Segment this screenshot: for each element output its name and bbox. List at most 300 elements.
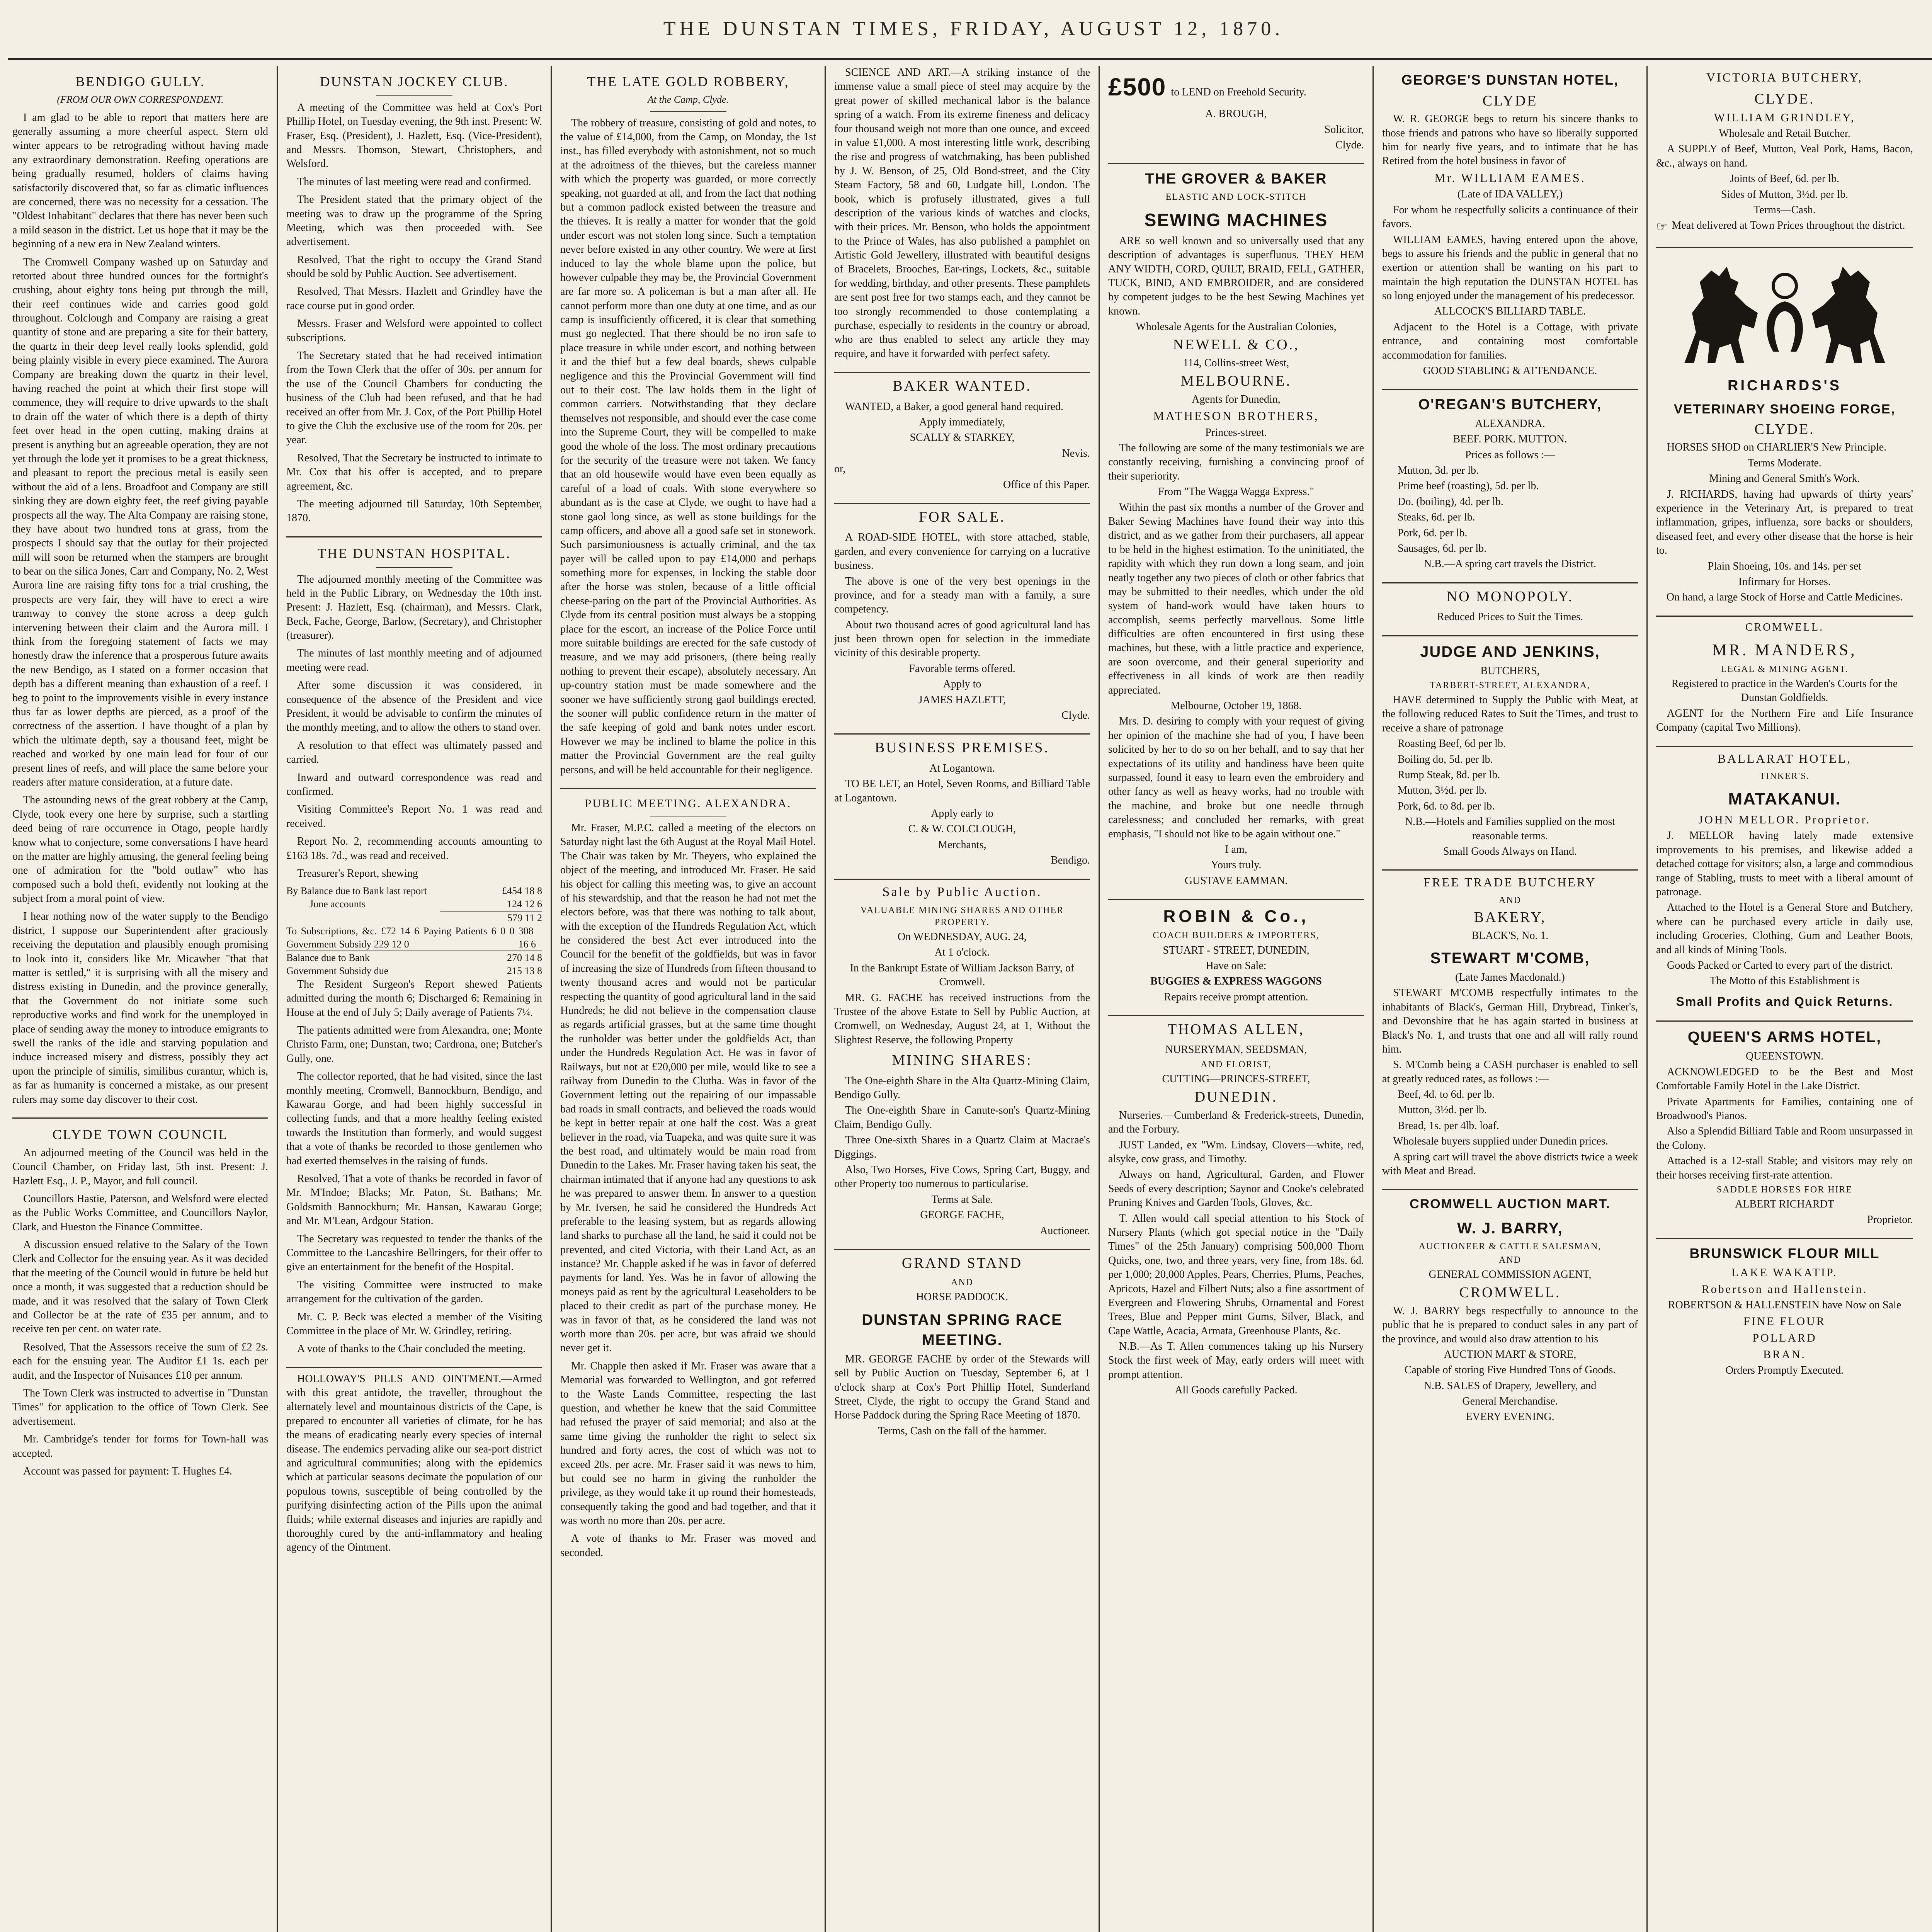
ad-text: Apply immediately, [919, 416, 1005, 428]
ad-text: TINKER'S. [1759, 771, 1810, 782]
section-divider [286, 1367, 542, 1368]
ad-text: or, [834, 463, 846, 475]
ad-text: NEWELL & CO., [1173, 337, 1299, 353]
ad-grand-stand [834, 1254, 1090, 1438]
headline-clyde-town-council: CLYDE TOWN COUNCIL [52, 1126, 228, 1142]
ad-text: JAMES HAZLETT, [918, 694, 1006, 706]
ad-text: For whom he respectfully solicits a continuance of their favors. [1382, 204, 1638, 230]
ad-text: CLYDE. [1754, 90, 1815, 107]
ad-text: SADDLE HORSES FOR HIRE [1716, 1184, 1853, 1195]
ad-title: BAKER WANTED. [893, 378, 1032, 395]
list-item: Pork, 6d. to 8d. per lb. [1398, 800, 1495, 812]
article-paragraph: Report No. 2, recommending accounts amounting to £163 18s. 7d., was read and received. [286, 835, 542, 862]
ad-text: Also a Splendid Billiard Table and Room unsurpassed in the Colony. [1656, 1125, 1913, 1151]
ad-brunswick-flour-mill [1656, 1245, 1913, 1378]
ad-text: Small Goods Always on Hand. [1443, 845, 1577, 857]
ad-text: Nevis. [1062, 447, 1090, 459]
headline-jockey-club: DUNSTAN JOCKEY CLUB. [320, 74, 509, 89]
section-divider [1382, 582, 1638, 583]
ad-text: At Logantown. [929, 762, 995, 774]
ad-text: (Late of IDA VALLEY,) [1457, 188, 1563, 201]
ad-cromwell-auction-mart [1382, 1196, 1638, 1424]
ad-text: ALEXANDRA. [1475, 417, 1545, 430]
ad-text: Proprietor. [1867, 1214, 1913, 1226]
headline-public-meeting: PUBLIC MEETING. ALEXANDRA. [585, 797, 792, 810]
ad-text: Private Apartments for Families, containing one of Broadwood's Pianos. [1656, 1095, 1913, 1122]
ad-text: N.B.—As T. Allen commences taking up his Nursery Stock the first week of May, early orders will meet with prompt attention. [1108, 1340, 1364, 1381]
ad-money-to-lend [1108, 66, 1364, 152]
ad-text: GENERAL COMMISSION AGENT, [1429, 1268, 1592, 1281]
ad-title: FOR SALE. [919, 509, 1005, 525]
ad-text: STUART - STREET, DUNEDIN, [1163, 944, 1310, 956]
article-paragraph: Treasurer's Report, shewing [297, 867, 418, 879]
ad-text: WILLIAM EAMES, having entered upon the above, begs to assure his friends and the public in general that no exertion or attention shall be wanting on his part to maintain the high reputation the DUNSTAN HOTEL has so long enjoyed under the management of his predecessor. [1382, 233, 1638, 302]
section-divider [286, 536, 542, 537]
ad-text: Reduced Prices to Suit the Times. [1437, 611, 1583, 623]
ad-text: TO BE LET, an Hotel, Seven Rooms, and Billiard Table at Logantown. [834, 778, 1090, 804]
ad-text: AND [1499, 895, 1521, 905]
list-item: Steaks, 6d. per lb. [1398, 511, 1475, 524]
byline: (FROM OUR OWN CORRESPONDENT. [57, 94, 224, 105]
section-divider [1656, 1020, 1913, 1022]
ad-oregans-butchery [1382, 395, 1638, 571]
ad-text: Yours truly. [1211, 859, 1262, 871]
list-item: Mutton, 3½d. per lb. [1398, 1104, 1487, 1116]
ad-text: TARBERT-STREET, ALEXANDRA, [1430, 680, 1590, 690]
ad-text: Terms Moderate. [1748, 457, 1821, 469]
section-divider [1656, 746, 1913, 747]
table-row-label: By Balance due to Bank last report [286, 885, 427, 897]
ad-title: GEORGE'S DUNSTAN HOTEL, [1401, 72, 1619, 88]
article-paragraph: Resolved, That Messrs. Hazlett and Grindley have the race course put in good order. [286, 286, 542, 312]
treasurer-table [286, 884, 542, 978]
article-paragraph: Councillors Hastie, Paterson, and Welsford were elected as the Public Works Committee, and Councillors Naylor, Clark, and Hueston the Finance Committee. [12, 1192, 268, 1233]
ad-business-premises [834, 738, 1090, 867]
ad-text: Auctioneer. [1040, 1225, 1090, 1237]
ad-text: Meat delivered at Town Prices throughout the district. [1672, 219, 1905, 232]
ad-subtitle: MINING SHARES: [892, 1052, 1032, 1069]
ad-title: £500 [1108, 73, 1167, 101]
article-paragraph: A meeting of the Committee was held at Cox's Port Phillip Hotel, on Tuesday evening, the 9th inst. Present: W. Fraser, Esq. (President), J. Hazlett, Esq. (Vice-President), and Messrs. Thomson, Stewart, Christophers, and Welsford. [286, 101, 542, 170]
ad-text: Robertson and Hallenstein. [1701, 1282, 1868, 1296]
table-row-label: Balance due to Bank [286, 952, 370, 964]
ad-text: Mining and General Smith's Work. [1709, 473, 1860, 485]
article-paragraph: The President stated that the primary object of the meeting was to draw up the programme of the Spring Meeting, which was then proceeded with. See advertisement. [286, 194, 542, 248]
ad-text: Infirmary for Horses. [1738, 576, 1831, 588]
ad-text: GOOD STABLING & ATTENDANCE. [1423, 365, 1597, 377]
section-divider [834, 503, 1090, 504]
ad-text: Wholesale buyers supplied under Dunedin prices. [1393, 1135, 1608, 1148]
ad-title: BUSINESS PREMISES. [874, 740, 1050, 756]
ad-text: QUEENSTOWN. [1746, 1050, 1823, 1063]
ad-text: Apply early to [931, 807, 993, 820]
section-divider [12, 1117, 268, 1119]
ad-text: BUTCHERS, [1480, 665, 1540, 677]
list-item: The One-eighth Share in Canute-son's Quartz-Mining Claim, Bendigo Gully. [834, 1104, 1090, 1131]
ad-title: THE GROVER & BAKER [1145, 171, 1327, 187]
ad-text: FINE FLOUR [1743, 1315, 1826, 1328]
ad-text: About two thousand acres of good agricultural land has just been thrown open for selection in the immediate vicinity of this desirable property. [834, 619, 1090, 659]
ad-text: Clyde. [1061, 709, 1090, 722]
ad-text: CLYDE [1482, 92, 1538, 109]
column-4 [826, 66, 1100, 1932]
ad-text: AND FLORIST, [1201, 1059, 1272, 1070]
ad-text: General Merchandise. [1462, 1395, 1558, 1408]
ad-title: BRUNSWICK FLOUR MILL [1689, 1245, 1880, 1261]
ad-georges-hotel [1382, 71, 1638, 378]
ad-headline: W. J. BARRY, [1457, 1219, 1563, 1237]
ad-text: All Goods carefully Packed. [1175, 1384, 1298, 1396]
horses-crest-icon [1656, 255, 1913, 371]
ad-text: HAVE determined to Supply the Public with Meat, at the following reduced Rates to Suit the Times, and trust to receive a share of patronage [1382, 694, 1638, 734]
table-row-value: 308 16 6 [518, 925, 536, 950]
ad-text: Office of this Paper. [1003, 478, 1090, 491]
section-divider [1656, 1238, 1913, 1239]
short-divider [376, 567, 453, 568]
ad-text: J. MELLOR having lately made extensive improvements to his premises, and likewise added a detached cottage for visitors; also, a large and commodious range of Stabling, trusts to meet with a liberal amount of patronage. [1656, 830, 1913, 898]
ad-text: VALUABLE MINING SHARES AND OTHER PROPERTY. [860, 905, 1064, 927]
ad-no-monopoly [1382, 587, 1638, 624]
article-paragraph: The minutes of last meeting were read and confirmed. [297, 175, 531, 188]
article-paragraph: The robbery of treasure, consisting of gold and notes, to the value of £14,000, from the Camp, on Monday, the 1st inst., has filled everybody with astonishment, not so much at the adroitness of the thieves, but the careless manner with which the property was guarded, or more correctly speaking, not guarded at all, and from the fact that nothing but a common padlock existed between the treasure and the thieves. It is really a matter for wonder that the gold under escort was not stolen long since. Such a temptation never before existed in any other country. We were at first induced to lay the whole blame upon the police, but however culpable they may be, the Provincial Government are far more so. A policeman is but a man after all. He cannot perform more than one duty at one time, and as our camp is insufficiently officered, it is clear that something must go neglected. That there should be no iron safe to place treasure in while under escort, and nothing between it and the thief but a few deal boards, shews culpable negligence and this the Provincial Government will find out to their cost. The law holds them in the light of common carriers. Notwithstanding that they declare themselves not responsible, and should ever the case come into the Supreme Court, they will be compelled to make good the whole of the loss. The most ordinary precautions for the security of the treasure were not taken. We fancy that an old housewife would have even been equally as careful of a load of coals. With stone everywhere so abundant as is the case at Clyde, we ought to have had a stone gaol long since, as well as stone buildings for the camp officers, and above all a good safe set in stonework. Such parsimoniousness is actually criminal, and the tax payer will be called upon to pay £14,000 and perhaps something more for expenses, in locking the stable door after the horse was stolen, because of a little official cheese-paring on the part of the Provincial Authorities. As Clyde from its central position must always be a stopping place for the escort, an increase of the Police Force until more suitable buildings are erected for the safe custody of treasure, and we may add prisoners, (there being really nothing to prevent their escape), absolutely necessary. An up-country station must be made somewhere and the sooner we have sufficiently strong gaol buildings erected, the sooner will public confidence return in the matter of the safe keeping of gold and bank notes under escort. However we may be inclined to blame the police in this matter the Provincial Government are the real guilty persons, and will be held accountable for their negligence. [560, 117, 816, 776]
ad-text: J. RICHARDS, having had upwards of thirty years' experience in the Veterinary Art, is prepared to treat inflammation, gripes, influenza, sore backs or shoulders, diseased feet, and every other disease that the horse is heir to. [1656, 488, 1913, 557]
ad-text: N.B.—Hotels and Families supplied on the most reasonable terms. [1405, 816, 1616, 842]
list-item: Beef, 4d. to 6d. per lb. [1398, 1088, 1495, 1101]
pointing-hand-icon: ☞ [1656, 220, 1668, 235]
list-item: Terms—Cash. [1753, 204, 1816, 216]
ad-text: AUCTION MART & STORE, [1444, 1348, 1577, 1361]
list-item: The One-eighth Share in the Alta Quartz-Mining Claim, Bendigo Gully. [834, 1075, 1090, 1101]
ad-text: MR. G. FACHE has received instructions from the Trustee of the above Estate to Sell by Public Auction, at Cromwell, on Wednesday, August 24, at 1, Without the Slightest Reserve, the following Property [834, 992, 1090, 1046]
column-5 [1100, 66, 1374, 1932]
ad-text: JUST Landed, ex "Wm. Lindsay, Clovers—white, red, alsyke, cow grass, and Timothy. [1108, 1139, 1364, 1165]
short-divider [650, 111, 727, 112]
article-paragraph: The astounding news of the great robbery at the Camp, Clyde, took every one here by surprise, such a startling deed being of rare occurrence in Otago, people hardly know what to conjecture, some conversations I have heard on the matter are highly amusing, the general feeling being one of admiration for the "bold outlaw" who has composed such a bold theft, evidently not looking at the subject from a moral point of view. [12, 794, 268, 905]
section-divider [560, 788, 816, 789]
list-item: Prime beef (roasting), 5d. per lb. [1398, 480, 1539, 492]
article-paragraph: Mr. Chapple then asked if Mr. Fraser was aware that a Memorial was forwarded to Wellington, and got referred to the Waste Lands Committee, respecting the last question, and whether he knew that the said Committee had refused the prayer of said memorial; and also at the same time giving the runholder the right to select six hundred and forty acres, the cost of which was not to exceed 20s. per acre. Mr. Fraser said it was news to him, but could see no harm in giving the runholder the privilege, as they would take it up round their homesteads, consequently taking the good and bad together, and that it was worth no more than 20s. per acre. [560, 1360, 816, 1527]
ad-text: Merchants, [938, 838, 986, 851]
ad-title: FREE TRADE BUTCHERY [1423, 875, 1597, 889]
ad-text: to LEND on Freehold Security. [1171, 86, 1306, 98]
article-paragraph: Messrs. Fraser and Welsford were appointed to collect subscriptions. [286, 318, 542, 344]
ad-text: Terms, Cash on the fall of the hammer. [878, 1425, 1046, 1437]
section-divider [1108, 899, 1364, 900]
article-paragraph: The meeting adjourned till Saturday, 10th September, 1870. [286, 498, 542, 524]
ad-text: Melbourne, October 19, 1868. [1170, 700, 1302, 712]
article-paragraph: Mr. Cambridge's tender for forms for Town-hall was accepted. [12, 1433, 268, 1459]
ad-title: O'REGAN'S BUTCHERY, [1418, 396, 1602, 413]
article-paragraph: The Cromwell Company washed up on Saturday and retorted about three hundred ounces for the fortnight's crushing, about eighty tons being put through the mill, their reef continues wide and carries good gold throughout. Colclough and Company are raising a great quantity of stone and are preparing a site for their battery, the quartz in their deep level really looks splendid, gold being plainly visible in every piece examined. The Aurora Company are breaking down the quartz in their level, having reached the point at which their first stope will commence, they will require to drive upwards to the shaft to drain off the water of which there is a depth of thirty feet over head in the open cutting, making drains at present is anything but an agreeable operation, they are not yet through the lode yet it promises to be a great thickness, and pleasant to report the precious metal is easily seen without the aid of a lens. Broadfoot and Company are still sinking they are down eighty feet, the reef giving payable prospects all the way. The Alta Company are raising stone, they have about two hundred tons at grass, from the prospects I should say that the outlay for their projected mill will soon be returned when the stampers are brought to bear on the silica Jones, Carr and Company, No. 2, West Aurora line are raising fifty tons for a trial crushing, the prospects are very fair, they will have to erect a wire tramway to convey the stone across a deep gulch intervening between their claim and the Aurora mill. I think from the foregoing statement of facts we may honestly draw the inference that a prosperous future awaits the new Bendigo, as I stated on a former occasion that depth has a different meaning than exhaustion of a reef. I beg to point to the improvements visible in every instance thus far as lower depths are pierced, as a proof of the correctness of the assertion. I have thought of a plan by which the ultimate depth, say a thousand feet, might be reached and worked by one main lead for four of our present lines of reefs, and will place the same before your readers after mature consideration, at a future date. [12, 256, 268, 788]
table-row-value: 124 12 6 [507, 898, 542, 910]
ad-text: A ROAD-SIDE HOTEL, with store attached, stable, garden, and every convenience for carrying on a lucrative business. [834, 531, 1090, 572]
subheadline: At the Camp, Clyde. [647, 94, 729, 105]
ad-text: GEORGE FACHE, [920, 1209, 1004, 1221]
section-divider [1108, 1015, 1364, 1016]
ad-text: Favorable terms offered. [909, 662, 1015, 675]
ad-text: CROMWELL. [1459, 1284, 1561, 1301]
ad-text: The above is one of the very best openings in the province, and for a steady man with a family, a sure competency. [834, 575, 1090, 616]
ad-text: On hand, a large Stock of Horse and Cattle Medicines. [1666, 591, 1903, 604]
ad-headline: VETERINARY SHOEING FORGE, [1673, 401, 1896, 417]
ad-robin-co [1108, 905, 1364, 1004]
ad-text: JOHN MELLOR. Proprietor. [1698, 813, 1871, 827]
ad-text: BEEF. PORK. MUTTON. [1453, 433, 1567, 446]
ad-text: Attached to the Hotel is a General Store and Butchery, where can be purchased every article in daily use, including Groceries, Clothing, Gum and Leather Boots, and all kinds of Mining Tools. [1656, 901, 1913, 956]
ad-text: Have on Sale: [1206, 959, 1267, 972]
ad-title: ROBIN & Co., [1163, 907, 1309, 926]
ad-text: On WEDNESDAY, AUG. 24, [898, 931, 1027, 943]
ad-title: GRAND STAND [901, 1255, 1023, 1271]
table-row-label: Government Subsidy due [286, 965, 389, 977]
ad-title: CROMWELL AUCTION MART. [1410, 1197, 1611, 1212]
ad-text: ARE so well known and so universally used that any description of advantages is superfluous. THEY HEM ANY WIDTH, CORD, QUILT, BRAID, FELL, GATHER, TUCK, BIND, AND EMBROIDER, and are considered by competent judges to be the best Sewing Machines yet known. [1108, 235, 1364, 317]
ad-text: S. M'Comb being a CASH purchaser is enabled to sell at greatly reduced rates, as follows :— [1382, 1059, 1638, 1085]
ad-text: A spring cart will travel the above districts twice a week with Meat and Bread. [1382, 1151, 1638, 1177]
section-divider [1382, 635, 1638, 636]
ad-text: GUSTAVE EAMMAN. [1184, 874, 1288, 887]
ad-text: A SUPPLY of Beef, Mutton, Veal Pork, Hams, Bacon, &c., always on hand. [1656, 143, 1913, 169]
ad-title: JUDGE AND JENKINS, [1420, 643, 1600, 660]
section-divider [1656, 616, 1913, 617]
ad-text: N.B.—A spring cart travels the District. [1423, 558, 1597, 570]
ad-text: W. R. GEORGE begs to return his sincere thanks to those friends and patrons who have so liberally supported him for nearly five years, and to intimate that he has Retired from the hotel business in favor of [1382, 113, 1638, 167]
ad-text: Adjacent to the Hotel is a Cottage, with private entrance, and containing most comfortable accommodation for families. [1382, 321, 1638, 361]
ad-text: MR. GEORGE FACHE by order of the Stewards will sell by Public Auction on Tuesday, September 6, at 1 o'clock sharp at Cox's Port Phillip Hotel, Sunderland Street, Clyde, the right to occupy the Grand Stand and Horse Paddock during the Spring Race Meeting of 1870. [834, 1353, 1090, 1422]
ad-text: Orders Promptly Executed. [1725, 1364, 1844, 1377]
column-1 [4, 66, 278, 1932]
list-item: Three One-sixth Shares in a Quartz Claim at Macrae's Diggings. [834, 1134, 1090, 1160]
table-row-value: 215 13 8 [507, 965, 542, 977]
ad-text: CLYDE. [1754, 421, 1815, 438]
list-item: Also, Two Horses, Five Cows, Spring Cart, Buggy, and other Property too numerous to particularise. [834, 1163, 1090, 1190]
ad-text: AGENT for the Northern Fire and Life Insurance Company (capital Two Millions). [1656, 707, 1913, 734]
article-paragraph: The Town Clerk was instructed to advertise in "Dunstan Times" for application to the office of Town Clerk. See advertisement. [12, 1387, 268, 1427]
section-divider [1382, 1189, 1638, 1190]
section-divider [1382, 869, 1638, 871]
ad-text: CUTTING—PRINCES-STREET, [1162, 1073, 1310, 1085]
ad-text: ALLCOCK'S BILLIARD TABLE. [1434, 305, 1586, 318]
table-row-value: 579 11 2 [440, 911, 542, 925]
list-item: Sides of Mutton, 3½d. per lb. [1721, 188, 1848, 201]
table-row-value: 270 14 8 [507, 952, 542, 964]
article-paragraph: I hear nothing now of the water supply to the Bendigo district, I suppose our Superintendent after graciously receiving the deputation and plausibly enough promising to look into it, considers like Mr. Micawber "that that matter is settled," it is surprising with all the misery and distress existing in Dunedin, and the province generally, that the Government do not initiate some such reproductive works and find work for the unemployed in place of sending away the money to introduce emigrants to swell the ranks of the idle and starving population and induce increased misery and distress, possibly they act upon the principle of similis, similibus curantur, which is, as far as humanity is concerned a mistake, as our present rulers may some day discover to their cost. [12, 910, 268, 1105]
ad-text: BRAN. [1763, 1348, 1806, 1361]
ad-text: At 1 o'clock. [934, 946, 990, 959]
ad-text: T. Allen would call special attention to his Stock of Nursery Plants (which got special notice in the "Daily Times" of the 25th January) comprising 500,000 Thorn Quicks, one, two, and three years, very fine, from 18s. 6d. per 1,000; 20,000 Apples, Pears, Cherries, Plums, Peaches, Apricots, Hazel and Filbert Nuts; also a fine assortment of Evergreen and Flowering Shrubs, Ornamental and Forest Trees, Blue and Pepper mint Gums, Silver, Black, and Cape Wattle, Acacia, Armata, Greenhouse Plants, &c. [1108, 1212, 1364, 1337]
ad-text: Within the past six months a number of the Grover and Baker Sewing Machines have found their way into this district, and as we gather from their purchasers, all appear to be held in the highest estimation. To the uninitiated, the rapidity with which they run down a long seam, and join neatly together any two pieces of cloth or other fabrics that may be submitted to their needles, which under the old system of hand-work would have taken hours to accomplish, seems perfectly marvellous. Some little difficulties are often encountered in first using these machines, but these, with a little practice and experience, are soon overcome, and their general superiority and effectiveness in all kinds of work are then readily appreciated. [1108, 501, 1364, 696]
article-paragraph: The patients admitted were from Alexandra, one; Monte Christo Farm, one; Dunstan, two; Cardrona, one; Butcher's Gully, one. [286, 1024, 542, 1065]
list-item: Mutton, 3d. per lb. [1398, 464, 1479, 476]
article-paragraph: Resolved, That the Assessors receive the sum of £2 2s. each for the ensuing year. The Auditor £1 1s. each per audit, and the Inspector of Nuisances £10 per annum. [12, 1341, 268, 1381]
article-paragraph: Resolved, That a vote of thanks be recorded in favor of Mr. M'Indoe; Blacks; Mr. Paton, St. Bathans; Mr. Goldsmith Bannockburn; Mr. Hansan, Kawarau Gorge; and Mr. M'Lean, Ardgour Station. [286, 1173, 542, 1227]
ad-title: Sale by Public Auction. [882, 884, 1042, 899]
ad-auction [834, 884, 1090, 1238]
section-divider [1108, 163, 1364, 164]
article-paragraph: The visiting Committee were instructed to make arrangement for the cultivation of the garden. [286, 1279, 542, 1305]
column-3 [552, 66, 826, 1932]
article-paragraph: Resolved, That the right to occupy the Grand Stand should be sold by Public Auction. See advertisement. [286, 253, 542, 280]
ad-text: EVERY EVENING. [1466, 1411, 1554, 1423]
ad-text: Agents for Dunedin, [1192, 393, 1281, 405]
column-6 [1374, 66, 1648, 1932]
section-divider [834, 879, 1090, 880]
ad-text: LAKE WAKATIP. [1731, 1266, 1838, 1279]
ad-thomas-allen [1108, 1020, 1364, 1398]
ad-title: MR. MANDERS, [1712, 641, 1857, 660]
ad-text: Wholesale and Retail Butcher. [1719, 127, 1850, 139]
ad-headline: MATAKANUI. [1728, 789, 1841, 809]
ad-text: BUGGIES & EXPRESS WAGGONS [1150, 975, 1322, 988]
ad-sewing-machines [1108, 170, 1364, 888]
list-item: Boiling do, 5d. per lb. [1398, 753, 1493, 765]
ad-headline: STEWART M'COMB, [1430, 949, 1590, 967]
list-item: Mutton, 3½d. per lb. [1398, 784, 1487, 797]
short-divider [376, 95, 453, 96]
ad-text: Terms at Sale. [931, 1193, 993, 1206]
ad-text: Princes-street. [1205, 426, 1267, 439]
article-paragraph: Mr. C. P. Beck was elected a member of the Visiting Committee in the place of Mr. W. Grindley, retiring. [286, 1311, 542, 1337]
ad-for-sale [834, 508, 1090, 723]
article-paragraph: A discussion ensued relative to the Salary of the Town Clerk and Collector for the ensuing year. As it was decided that the meeting of the Council would in future be held but once a month, it was suggested that a reduction should be made, and it was resolved that the salary of Town Clerk and Collector be at the rate of £35 per annum, and to receive ten per cent. on water rate. [12, 1239, 268, 1335]
ad-headline: DUNSTAN SPRING RACE MEETING. [862, 1311, 1063, 1349]
ad-text: AUCTIONEER & CATTLE SALESMAN, [1418, 1241, 1602, 1252]
ad-queens-arms-hotel [1656, 1027, 1913, 1227]
ad-text: ALBERT RICHARDT [1735, 1198, 1834, 1211]
ad-text: AND [1499, 1255, 1521, 1265]
ad-text: Bendigo. [1051, 854, 1090, 867]
ad-text: Capable of storing Five Hundred Tons of Goods. [1404, 1364, 1616, 1376]
ad-text: NURSERYMAN, SEEDSMAN, [1165, 1044, 1307, 1056]
section-divider [834, 1249, 1090, 1250]
ad-text: Registered to practice in the Warden's Courts for the Dunstan Goldfields. [1671, 677, 1898, 704]
ad-text: WANTED, a Baker, a good general hand required. [845, 400, 1063, 413]
ad-text: MELBOURNE. [1181, 373, 1291, 389]
ad-title: QUEEN'S ARMS HOTEL, [1687, 1029, 1882, 1046]
table-row-label: June accounts [310, 898, 366, 910]
article-paragraph: Account was passed for payment: T. Hughes £4. [23, 1465, 232, 1477]
ad-text: COACH BUILDERS & IMPORTERS, [1153, 930, 1320, 941]
ad-text: Apply to [943, 678, 981, 690]
ad-text: Goods Packed or Carted to every part of the district. [1667, 959, 1893, 971]
ad-text: The following are some of the many testimonials we are constantly receiving, furnishing a convincing proof of their superiority. [1108, 442, 1364, 482]
ad-text: Plain Shoeing, 10s. and 14s. per set [1708, 560, 1862, 572]
article-paragraph: SCIENCE AND ART.—A striking instance of the immense value a small piece of steel may acquire by the great power of skilled mechanical labor is the balance spring of a watch. From its extreme fineness and delicacy four thousand weigh not more than one ounce, and exceed in value £1,000. A most interesting little work, describing the rise and progress of watchmaking, has been published by J. W. Benson, of 25, Old Bond-street, and the City Steam Factory, 58 and 60, Ludgate hill, London. The book, which is profusely illustrated, gives a full description of the various kinds of watches and clocks, with their prices. Mr. Benson, who holds the appointment to the Prince of Wales, has also published a pamphlet on Artistic Gold Jewellery, illustrated with beautiful designs of Bracelets, Brooches, Ear-rings, Lockets, &c., suitable for wedding, birthday, and other presents. These pamphlets are sent post free for two stamps each, and they cannot be too strongly recommended to those contemplating a purchase, especially to residents in the country or abroad, who are thus enabled to select any article they may require, and have it forwarded with perfect safety. [834, 66, 1090, 360]
list-item: Do. (boiling), 4d. per lb. [1398, 495, 1503, 508]
ad-text: ROBERTSON & HALLENSTEIN have Now on Sale [1668, 1299, 1901, 1311]
ad-text: STEWART M'COMB respectfully intimates to the inhabitants of Black's, German Hill, Drybread, Tinker's, and Devonshire that he has again started in business at Black's No. 1, and trusts that one and all will rally round him. [1382, 987, 1638, 1055]
article-paragraph: Mr. Fraser, M.P.C. called a meeting of the electors on Saturday night last the 6th August at the Royal Mail Hotel. The Chair was taken by Mr. Theyers, who explained the object of the meeting, and introduced Mr. Fraser. He said his object for calling this meeting was, to give an account of his stewardship, and that the reason he had not met the electors before, was that there was nothing to talk about, with the exception of the Hundreds Regulation Act, which he considered the best Act ever introduced into the Council for the benefit of the goldfields, but was in favor of increasing the size of Hundreds from fifteen thousand to twenty thousand acres and would not be particular respecting the quantity of good agricultural land in the said Hundreds; he did not believe in the compensation clause as regards artificial grasses, but at the same time thought the runholder was better under the goldfields Act, than under the Hundreds Regulation Act. He was in favor of Railways, but not at £20,000 per mile, would like to see a railway from Dunedin to the Clutha. Was in favor of the Government letting out the repairing of our impassable bad roads in small contracts, and believed the roads would be kept in better repair at one half the cost. Was a great believer in the road, via Tuapeka, and was quite sure it was the best road, and ultimately would be main road from Dunedin to the Lakes. Mr. Fraser having taken his seat, the chairman intimated that if anyone had any questions to ask he was prepared to answer them. In answer to a question by Mr. Iversen, he said he considered the Hundreds Act preferable to the leasing system, but as regards allowing land sharks to purchase all the land, he said it could not be prevented, and cited Victoria, with their Land Act, as an instance? Mr. Chapple asked if he was in favor of deferred payments for land. Yes. Was he in favor of allowing the moneys paid as rent by the agricultural Leaseholders to be placed to their credit as part of the purchase money. He was in favor of that, as he considered the land was not worth more than 20s. per acre, but was afraid we should never get it. [560, 821, 816, 1354]
table-row-value: £454 18 8 [502, 885, 542, 897]
ad-text: C. & W. COLCLOUGH, [908, 823, 1016, 835]
section-divider [834, 372, 1090, 373]
ad-text: MATHESON BROTHERS, [1153, 409, 1319, 423]
ad-text: CROMWELL. [1745, 621, 1824, 633]
list-item: Roasting Beef, 6d per lb. [1398, 738, 1506, 750]
ad-text: BLACK'S, No. 1. [1471, 929, 1549, 942]
ad-baker-wanted [834, 377, 1090, 492]
section-divider [834, 733, 1090, 735]
article-paragraph: Inward and outward correspondence was read and confirmed. [286, 771, 542, 798]
section-divider [1656, 247, 1913, 248]
column-7 [1648, 66, 1922, 1932]
ad-text: Wholesale Agents for the Australian Colonies, [1136, 321, 1337, 333]
ad-text: Always on hand, Agricultural, Garden, and Flower Seeds of every description; Saynor and Cooke's celebrated Pruning Knives and Garden Tools, Gloves, &c. [1108, 1168, 1364, 1209]
ad-text: Prices as follows :— [1465, 449, 1555, 461]
article-paragraph: After some discussion it was considered, in consequence of the absence of the President and vice President, it would be advisable to confirm the minutes of the monthly meeting, and to allow the others to stand over. [286, 679, 542, 734]
ad-title: BALLARAT HOTEL, [1717, 751, 1852, 765]
headline-bendigo-gully: BENDIGO GULLY. [75, 74, 205, 89]
article-paragraph: I am glad to be able to report that matters here are generally assuming a more cheerful aspect. Stern old winter appears to be retrograding without having made any extraordinary demonstration. Reefing operations are being gradually resumed, holders of claims having satisfactorily discovered that, so far as climatic influences are concerned, there was no necessity for a cessation. The "Oldest Inhabitant" declares that there has never been such a mild season in the district. Let us hope that it may be the beginning of a new era in New Zealand winters. [12, 111, 268, 250]
table-row-label: To Subscriptions, &c. £72 14 6 Paying Patients 6 0 0 Government Subsidy 229 12 0 [286, 925, 515, 950]
ad-text: In the Bankrupt Estate of William Jackson Barry, of Cromwell. [850, 962, 1075, 988]
column-2 [278, 66, 552, 1932]
ad-text: Nurseries.—Cumberland & Frederick-streets, Dunedin, and the Forbury. [1108, 1109, 1364, 1136]
article-paragraph: Visiting Committee's Report No. 1 was read and received. [286, 803, 542, 830]
article-paragraph: A vote of thanks to the Chair concluded the meeting. [297, 1343, 526, 1355]
ad-text: LEGAL & MINING AGENT. [1721, 664, 1849, 674]
headline-dunstan-hospital: THE DUNSTAN HOSPITAL. [317, 545, 511, 561]
ad-victoria-butchery [1656, 70, 1913, 236]
ad-headline: SEWING MACHINES [1144, 209, 1328, 230]
list-item: Rump Steak, 8d. per lb. [1398, 769, 1500, 781]
ad-text: From "The Wagga Wagga Express." [1158, 486, 1314, 498]
ad-text: ACKNOWLEDGED to be the Best and Most Comfortable Family Hotel in the Lake District. [1656, 1066, 1913, 1092]
ad-text: AND [951, 1277, 973, 1288]
masthead-rule [8, 58, 1932, 60]
ad-text: DUNEDIN. [1194, 1089, 1278, 1105]
ad-ballarat-hotel [1656, 751, 1913, 1010]
list-item: Joints of Beef, 6d. per lb. [1730, 173, 1840, 185]
ad-text: ELASTIC AND LOCK-STITCH [1165, 192, 1307, 202]
ad-text: SCALLY & STARKEY, [910, 432, 1015, 444]
article-paragraph: The collector reported, that he had visited, since the last monthly meeting, Cromwell, Bannockburn, Bendigo, and Kawarau Gorge, and had been highly successful in collecting funds, and that a more healthy feeling existed towards the Institution than formerly, and would suggest that a vote of thanks be recorded to those gentlemen who had exerted themselves in the raising of funds. [286, 1070, 542, 1167]
masthead: THE DUNSTAN TIMES, FRIDAY, AUGUST 12, 1870. [663, 18, 1284, 40]
ad-text: HORSES SHOD on CHARLIER'S New Principle. [1667, 441, 1887, 454]
ad-title: RICHARDS'S [1728, 377, 1842, 394]
ad-text: BAKERY, [1474, 909, 1546, 926]
article-paragraph: The Resident Surgeon's Report shewed Patients admitted during the month 6; Discharged 6; Remaining in House at the end of July 5; Daily average of Patients 7¼. [286, 978, 542, 1019]
article-paragraph: A resolution to that effect was ultimately passed and carried. [286, 739, 542, 766]
list-item: Bread, 1s. per 4lb. loaf. [1398, 1119, 1499, 1132]
ad-title: NO MONOPOLY. [1446, 588, 1574, 605]
ad-motto: Small Profits and Quick Returns. [1676, 994, 1893, 1009]
ad-text: Solicitor, [1324, 123, 1364, 136]
ad-text: HORSE PADDOCK. [916, 1291, 1009, 1303]
ad-text: Mrs. D. desiring to comply with your request of giving her opinion of the machine she had of you, I have been solicited by her to do so on her behalf, and to say that her expectations of its utility and handiness have been quite surpassed, found it easy to learn even the embroidery and other fancy as well as heavy works, had no trouble with the machine, and broke but one needle through carelessness; and concluded her remarks, with great emphasis, "I should not like to be again without one." [1108, 715, 1364, 840]
ad-text: A. BROUGH, [1205, 108, 1267, 120]
ad-text: Mr. WILLIAM EAMES. [1434, 170, 1586, 185]
article-paragraph: An adjourned meeting of the Council was held in the Council Chamber, on Friday last, 5th inst. Present: J. Hazlett Esq., J. P., Mayor, and full council. [12, 1146, 268, 1187]
ad-text: WILLIAM GRINDLEY, [1714, 111, 1855, 124]
headline-gold-robbery: THE LATE GOLD ROBBERY, [587, 74, 789, 89]
article-paragraph: Resolved, That the Secretary be instructed to intimate to Mr. Cox that his offer is accepted, and to prepare agreement, &c. [286, 452, 542, 492]
list-item: Sausages, 6d. per lb. [1398, 542, 1487, 554]
article-paragraph: The minutes of last monthly meeting and of adjourned meeting were read. [286, 647, 542, 673]
list-item: Pork, 6d. per lb. [1398, 527, 1468, 539]
ad-text: W. J. BARRY begs respectfully to announce to the public that he is prepared to conduct sales in any part of the province, and would also draw attention to his [1382, 1304, 1638, 1345]
ad-text: Repairs receive prompt attention. [1164, 991, 1308, 1003]
ad-text: N.B. SALES of Drapery, Jewellery, and [1423, 1379, 1597, 1392]
ad-title: VICTORIA BUTCHERY, [1706, 70, 1863, 84]
article-paragraph: The Secretary was requested to tender the thanks of the Committee to the Lancashire Bellringers, for their offer to give an entertainment for the benefit of the Hospital. [286, 1233, 542, 1273]
ad-text: Clyde. [1335, 139, 1364, 151]
ad-text: POLLARD [1752, 1332, 1817, 1345]
ad-mr-manders [1656, 621, 1913, 735]
article-paragraph: HOLLOWAY'S PILLS AND OINTMENT.—Armed with this great antidote, the traveller, throughout the alternately level and mountainous districts of the Cape, is prepared to encounter all varieties of climate, for he has the means of eradicating nearly every species of internal disease. The endemics pervading alike our sea-port district and agricultural communities; along with the epidemics which at particular seasons decimate the population of our populous towns, susceptible of being controlled by the purifying disinfecting action of the Pills upon the animal fluids; while external diseases and injuries are rapidly and thoroughly cured by the anti-inflammatory and healing agency of the Ointment. [286, 1372, 542, 1554]
ad-free-trade-butchery [1382, 874, 1638, 1178]
ad-text: Attached is a 12-stall Stable; and visitors may rely on their horses receiving first-rate attention. [1656, 1155, 1913, 1181]
